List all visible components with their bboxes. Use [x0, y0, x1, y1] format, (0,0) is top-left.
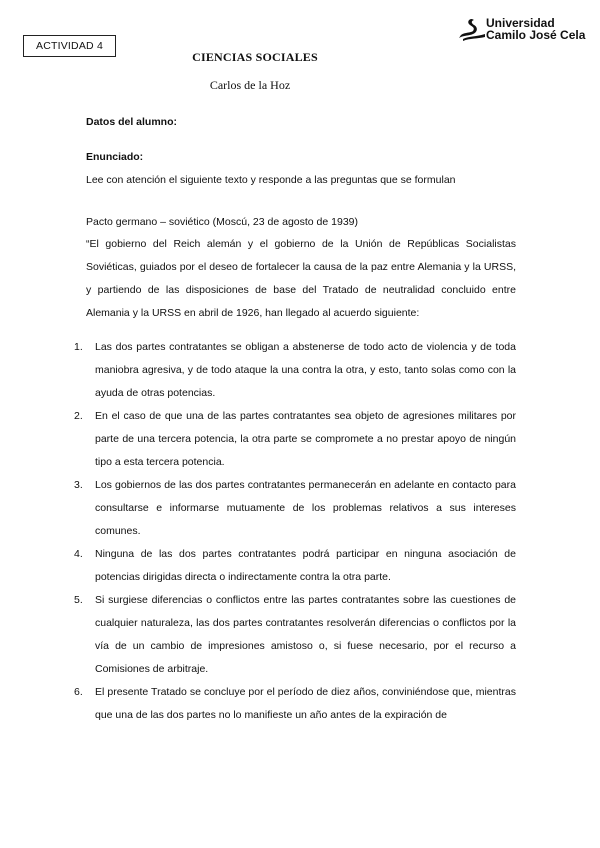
list-item	[0, 543, 600, 589]
article-text: Las dos partes contratantes se obligan a abstenerse de todo acto de violencia y de toda maniobra agresiva, y de todo ataque la una contra la otra, y esto, tanto solas como con la ayuda de otras potencias.	[95, 341, 516, 399]
logo-line-2: Camilo José Cela	[486, 28, 586, 42]
article-number: 5.	[74, 594, 83, 606]
subject-title: CIENCIAS SOCIALES	[192, 50, 318, 64]
article-text: Los gobiernos de las dos partes contratantes permanecerán en adelante en contacto para consultarse e informarse mutuamente de los problemas relativos a sus intereses comunes.	[95, 479, 516, 537]
article-text: Si surgiese diferencias o conflictos entre las partes contratantes sobre las cuestiones de cualquier naturaleza, las dos partes contratantes resolverán diferencias o conflictos por la vía de un cambio de impresiones amistoso o, si fuese necesario, por el recurso a Comisiones de arbitraje.	[95, 594, 516, 675]
university-logo	[459, 16, 589, 44]
article-text: En el caso de que una de las partes contratantes sea objeto de agresiones militares por parte de una tercera potencia, la otra parte se compromete a no prestar apoyo de ningún tipo a esta tercera potencia.	[95, 410, 516, 468]
activity-label: ACTIVIDAD 4	[36, 40, 103, 52]
activity-label-box	[23, 35, 116, 57]
list-item	[0, 336, 600, 405]
list-item	[0, 474, 600, 543]
article-number: 3.	[74, 479, 83, 491]
statement-label: Enunciado:	[86, 151, 144, 163]
list-item	[0, 681, 600, 727]
article-number: 6.	[74, 686, 83, 698]
article-text: Ninguna de las dos partes contratantes podrá participar en ninguna asociación de potencias dirigidas directa o indirectamente contra la otra parte.	[95, 548, 516, 583]
logo-line-1: Universidad	[486, 16, 555, 30]
list-item	[0, 589, 600, 681]
article-number: 4.	[74, 548, 83, 560]
list-item	[0, 405, 600, 474]
article-number: 2.	[74, 410, 83, 422]
text-intro: “El gobierno del Reich alemán y el gobierno de la Unión de Repúblicas Socialistas Soviéticas, guiados por el deseo de fortalecer la causa de la paz entre Alemania y la URSS, y partiendo de las disposiciones de base del Tratado de neutralidad concluido entre Alemania y la URSS en abril de 1926, han llegado al acuerdo siguiente:	[86, 238, 516, 319]
statement-instruction: Lee con atención el siguiente texto y responde a las preguntas que se formulan	[86, 174, 456, 186]
article-text: El presente Tratado se concluye por el período de diez años, conviniéndose que, mientras que una de las dos partes no lo manifieste un año antes de la expiración de	[95, 686, 516, 721]
author-name: Carlos de la Hoz	[209, 78, 291, 92]
university-logo-icon	[459, 19, 485, 41]
articles-list	[0, 336, 600, 727]
text-title: Pacto germano – soviético (Moscú, 23 de agosto de 1939)	[86, 216, 358, 228]
student-data-label: Datos del alumno:	[86, 116, 178, 128]
article-number: 1.	[74, 341, 83, 353]
